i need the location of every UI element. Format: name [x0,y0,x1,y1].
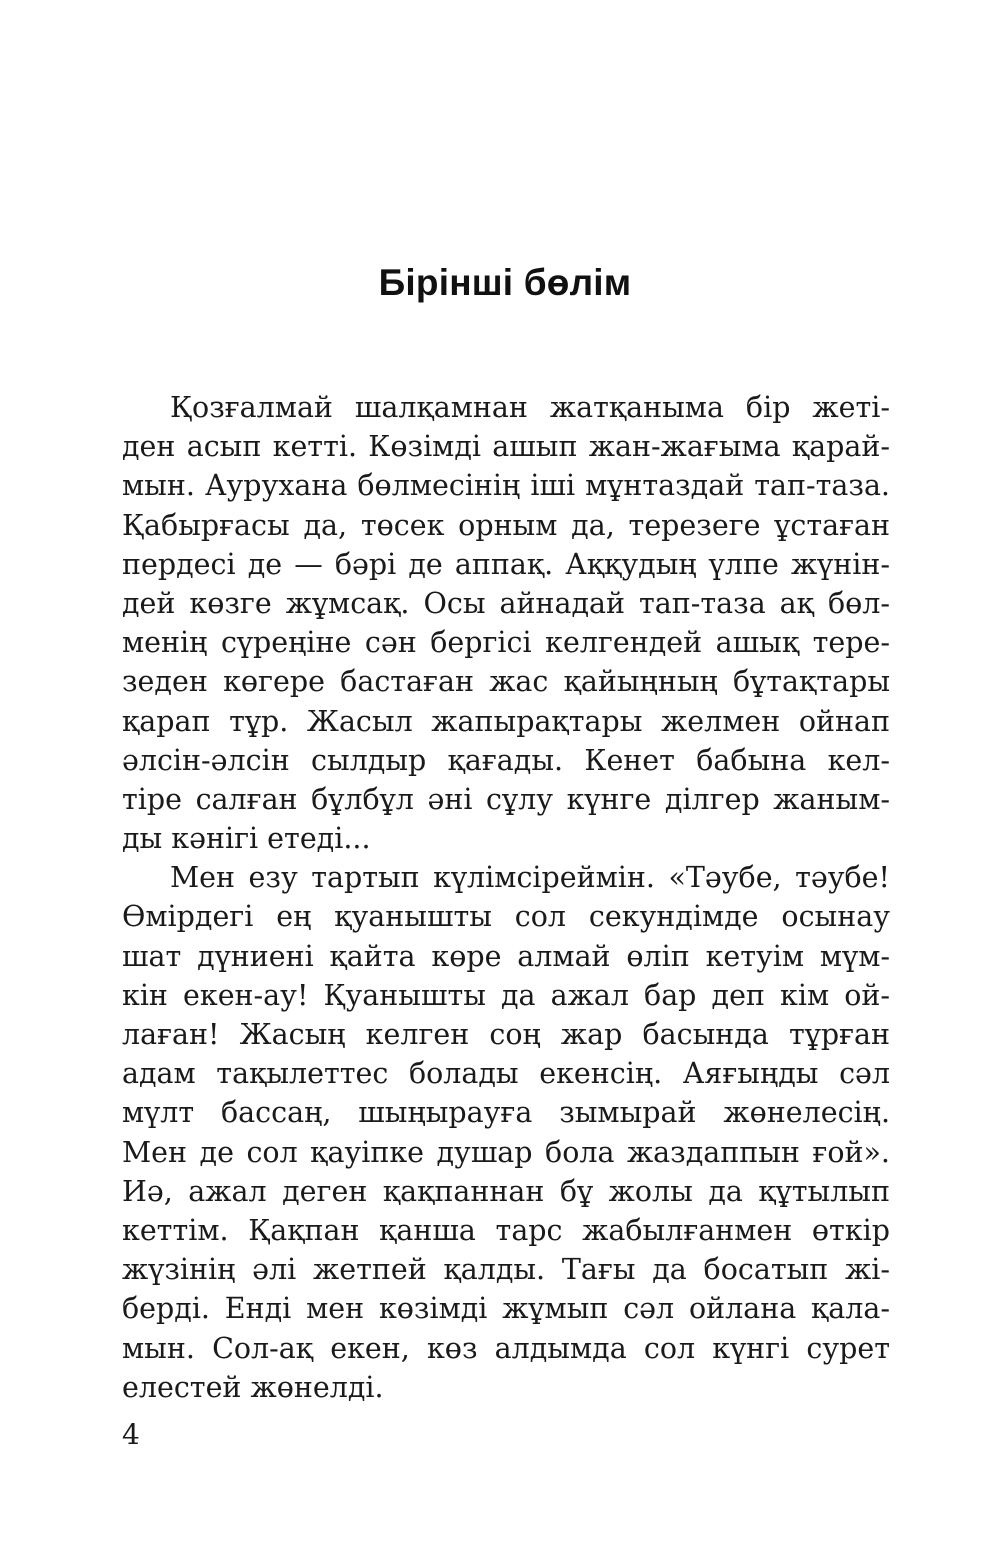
text-line: кін екен-ау! Қуанышты да ажал бар деп кім ой- [122,978,890,1012]
text-line: менің сүреңіне сән бергісі келгендей ашық тере- [122,626,890,660]
text-line: дей көзге жұмсақ. Осы айнадай тап-таза ақ бөл- [122,586,890,620]
text-line: лаған! Жасың келген соң жар басында тұрған [122,1018,890,1051]
text-line: адам тақылеттес болады екенсің. Аяғыңды сәл [122,1057,890,1091]
text-line: елестей жөнелді. [122,1370,384,1404]
text-line: Мен езу тартып күлімсіреймін. «Тәубе, тәубе! [170,861,890,895]
text-line: мын. Сол-ақ екен, көз алдымда сол күнгі сурет [122,1331,890,1365]
text-line: тіре салған бұлбұл әні сұлу күнге ділгер жаным- [122,782,890,816]
text-line: жүзінің әлі жетпей қалды. Тағы да босатып жі- [122,1253,890,1287]
text-line: ды кәнігі етеді... [122,822,371,856]
text-line: ден асып кетті. Көзімді ашып жан-жағыма қарай- [122,430,890,464]
text-line: шат дүниені қайта көре алмай өліп кетуім мүм- [122,939,890,973]
page-number: 4 [122,1418,140,1451]
text-line: Мен де сол қауіпке душар бола жаздаппын ғой». [122,1135,890,1169]
text-line: Иә, ажал деген қақпаннан бұ жолы да құтылып [122,1174,890,1208]
text-line: Қозғалмай шалқамнан жатқаныма бір жеті- [170,391,890,424]
text-line: пердесі де — бәрі де аппақ. Аққудың үлпе жүнін- [122,547,890,581]
text-line: қарап тұр. Жасыл жапырақтары желмен ойнап [122,704,890,738]
body-text [122,388,890,1407]
chapter-title: Бірінші бөлім [378,262,632,303]
text-line: мүлт бассаң, шыңырауға зымырай жөнелесің. [122,1096,890,1130]
text-line: әлсін-әлсін сылдыр қағады. Кенет бабына кел- [122,743,890,777]
text-line: Қабырғасы да, төсек орным да, терезеге ұстаған [122,508,890,542]
text-line: Өмірдегі ең қуанышты сол секундімде осынау [122,900,890,934]
text-line: зеден көгере бастаған жас қайыңның бұтақтары [122,665,890,699]
text-line: берді. Енді мен көзімді жұмып сәл ойлана қала- [122,1292,890,1326]
text-line: кеттім. Қақпан қанша тарс жабылғанмен өткір [122,1213,890,1247]
text-line: мын. Аурухана бөлмесінің іші мұнтаздай тап-таза. [122,469,890,503]
